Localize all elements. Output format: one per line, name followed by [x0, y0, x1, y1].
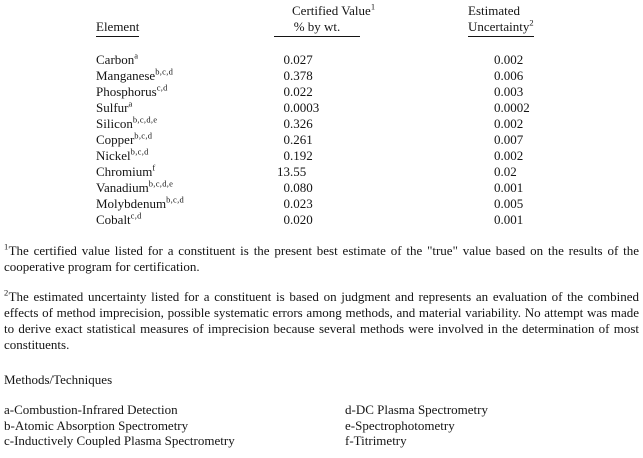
- element-method-superscript: c,d: [156, 82, 168, 93]
- table-row: [0, 132, 643, 148]
- certified-value-integer: 0: [283, 100, 290, 115]
- element-name-cell: [96, 116, 256, 132]
- element-name-cell: [96, 68, 256, 84]
- uncertainty-value-cell: 0.005: [494, 196, 524, 211]
- certified-value-cell: [256, 68, 464, 84]
- element-name-cell: [96, 132, 256, 148]
- element-name: Cobalt: [96, 212, 131, 227]
- footnote-1-text: The certified value listed for a constituent is the present best estimate of the "true" value based on the results of the cooperative program for certification.: [4, 243, 639, 274]
- uncertainty-value-cell: 0.02: [494, 164, 517, 179]
- uncertainty-header-text: Uncertainty: [468, 19, 530, 34]
- table-rows: [0, 52, 643, 228]
- element-name-cell: [96, 212, 256, 228]
- certified-value-fraction: .022: [290, 84, 313, 99]
- certified-value-fraction: .192: [290, 148, 313, 163]
- column-header-element: [96, 19, 139, 37]
- table-row: [0, 116, 643, 132]
- column-header-certified-value: [292, 3, 375, 19]
- uncertainty-value-cell: 0.001: [494, 212, 524, 227]
- certified-value-fraction: .55: [290, 164, 307, 179]
- table-row: [0, 196, 643, 212]
- element-method-superscript: b,c,d: [166, 194, 185, 205]
- element-name-cell: [96, 100, 256, 116]
- column-header-uncertainty: [468, 19, 534, 37]
- element-name-cell: [96, 52, 256, 68]
- element-method-superscript: f: [152, 162, 156, 173]
- element-method-superscript: a: [134, 50, 139, 61]
- certified-value-cell: [256, 84, 464, 100]
- methods-heading: Methods/Techniques: [4, 372, 113, 387]
- certified-value-cell: [256, 180, 464, 196]
- uncertainty-value-cell: 0.0002: [494, 100, 530, 115]
- footnote-2-text: The estimated uncertainty listed for a constituent is based on judgment and represents an evaluation of the combined effects of method imprecision, possible systematic errors among methods, and material variability. No attempt was made to derive exact statistical measures of imprecision because several methods were involved in the determination of most constituents.: [4, 289, 639, 352]
- method-item: d-DC Plasma Spectrometry: [345, 402, 488, 417]
- footnote-marker-2: 2: [529, 17, 534, 28]
- table-row: [0, 68, 643, 84]
- element-method-superscript: b,c,d: [130, 146, 149, 157]
- element-name: Manganese: [96, 68, 156, 83]
- element-name: Nickel: [96, 148, 131, 163]
- certified-value-cell: [256, 212, 464, 228]
- certified-value-integer: 0: [283, 132, 290, 147]
- element-name: Sulfur: [96, 100, 129, 115]
- table-row: [0, 52, 643, 68]
- certified-value-cell: [256, 164, 464, 180]
- methods-columns: [4, 402, 639, 449]
- methods-list-left: [4, 402, 345, 449]
- uncertainty-value-cell: 0.003: [494, 84, 524, 99]
- element-name-cell: [96, 164, 256, 180]
- certified-value-cell: [256, 52, 464, 68]
- footnotes-section: [0, 243, 643, 353]
- footnote-2-marker: 2: [4, 287, 9, 298]
- certified-value-integer: 0: [283, 212, 290, 227]
- certified-value-fraction: .080: [290, 180, 313, 195]
- table-row: [0, 148, 643, 164]
- certified-value-cell: [256, 116, 464, 132]
- certified-value-fraction: .378: [290, 68, 313, 83]
- method-item: c-Inductively Coupled Plasma Spectrometry: [4, 433, 235, 448]
- element-method-superscript: c,d: [130, 210, 142, 221]
- element-name: Vanadium: [96, 180, 149, 195]
- certified-value-integer: 0: [283, 52, 290, 67]
- uncertainty-value-cell: 0.007: [494, 132, 524, 147]
- method-item: e-Spectrophotometry: [345, 417, 455, 433]
- certified-value-integer: 0: [283, 84, 290, 99]
- certified-value-cell: [256, 132, 464, 148]
- element-method-superscript: b,c,d,e: [148, 178, 174, 189]
- certified-value-fraction: .023: [290, 196, 313, 211]
- certified-value-cell: [256, 100, 464, 116]
- table-row: [0, 180, 643, 196]
- estimated-header-text: Estimated: [468, 3, 520, 18]
- element-name-cell: [96, 196, 256, 212]
- certified-value-integer: 0: [283, 196, 290, 211]
- element-name: Silicon: [96, 116, 133, 131]
- method-item: f-Titrimetry: [345, 433, 407, 448]
- certified-value-integer: 0: [283, 180, 290, 195]
- element-name: Copper: [96, 132, 135, 147]
- certified-value-integer: 13: [277, 164, 290, 179]
- table-row: [0, 212, 643, 228]
- footnote-estimated-uncertainty: [4, 289, 639, 353]
- certified-value-fraction: .027: [290, 52, 313, 67]
- footnote-1-marker: 1: [4, 241, 9, 252]
- element-method-superscript: a: [128, 98, 133, 109]
- certified-value-fraction: .020: [290, 212, 313, 227]
- certified-value-cell: [256, 148, 464, 164]
- footnote-certified-value: [4, 243, 639, 275]
- element-header-text: Element: [96, 19, 140, 34]
- element-name: Chromium: [96, 164, 153, 179]
- element-name-cell: [96, 148, 256, 164]
- footnote-marker-1: 1: [370, 1, 376, 12]
- element-name-cell: [96, 84, 256, 100]
- element-method-superscript: b,c,d: [134, 130, 153, 141]
- method-item: a-Combustion-Infrared Detection: [4, 402, 178, 417]
- table-row: [0, 164, 643, 180]
- certified-value-integer: 0: [283, 148, 290, 163]
- certified-value-cell: [256, 196, 464, 212]
- certified-value-header-text: Certified Value: [292, 3, 371, 18]
- methods-list-right: [345, 402, 488, 449]
- uncertainty-value-cell: 0.002: [494, 148, 524, 163]
- certified-value-fraction: .326: [290, 116, 313, 131]
- percent-by-wt-header-text: % by wt.: [293, 19, 341, 34]
- uncertainty-value-cell: 0.002: [494, 52, 524, 67]
- certified-value-fraction: .261: [290, 132, 313, 147]
- element-method-superscript: b,c,d: [155, 66, 174, 77]
- certified-value-fraction: .0003: [290, 100, 320, 115]
- certified-value-integer: 0: [283, 116, 290, 131]
- column-header-estimated: [468, 3, 520, 19]
- uncertainty-value-cell: 0.001: [494, 180, 524, 195]
- element-name: Molybdenum: [96, 196, 167, 211]
- uncertainty-value-cell: 0.002: [494, 116, 524, 131]
- column-header-percent-by-wt: [274, 19, 360, 37]
- element-method-superscript: b,c,d,e: [132, 114, 158, 125]
- method-item: b-Atomic Absorption Spectrometry: [4, 417, 189, 433]
- element-name: Carbon: [96, 52, 135, 67]
- uncertainty-value-cell: 0.006: [494, 68, 524, 83]
- certified-value-integer: 0: [283, 68, 290, 83]
- methods-section: [0, 372, 643, 449]
- table-row: [0, 100, 643, 116]
- element-name: Phosphorus: [96, 84, 157, 99]
- element-name-cell: [96, 180, 256, 196]
- table-row: [0, 84, 643, 100]
